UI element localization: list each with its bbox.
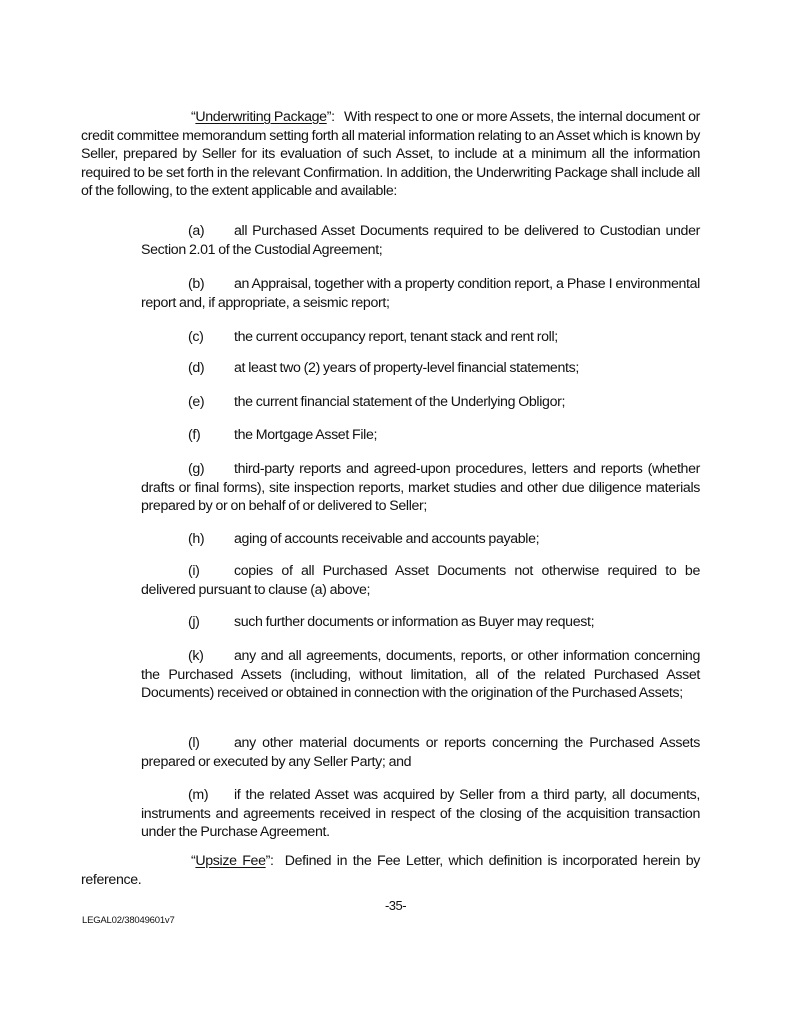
item-text: such further documents or information as Buyer may request; [234,614,595,630]
item-label: (e) [188,394,205,410]
item-label: (b) [188,276,205,292]
item-text: the current occupancy report, tenant stack and rent roll; [234,329,558,345]
item-text: all Purchased Asset Documents required to be delivered to Custodian under Section 2.01 of the Custodial Agreement; [141,223,700,258]
list-item [141,222,700,259]
open-quote: “ [191,109,196,125]
item-text: third-party reports and agreed-upon procedures, letters and reports (whether drafts or final forms), site inspection reports, market studies and other due diligence materials prepared by or on behalf of or delivered to Seller; [141,461,700,514]
list-item [141,647,700,703]
item-label: (k) [188,648,204,664]
list-item [141,328,700,347]
definition-body: With respect to one or more Assets, the internal document or credit committee memorandum setting forth all material information relating to an Asset which is known by Seller, prepared by Seller for its evaluation of such Asset, to include at a minimum all the information required to be set forth in the relevant Confirmation. In addition, the Underwriting Package shall include all of the following, to the extent applicable and available: [81,109,701,199]
definition-body: Defined in the Fee Letter, which definition is incorporated herein by reference. [81,853,701,888]
item-text: aging of accounts receivable and accounts payable; [234,531,540,547]
list-item [141,460,700,516]
close-quote: ”: [326,109,335,125]
item-label: (h) [188,531,205,547]
list-item [141,393,700,412]
item-label: (i) [188,563,200,579]
page-number: -35- [384,898,407,913]
item-label: (g) [188,461,205,477]
item-text: the Mortgage Asset File; [234,427,378,443]
item-text: the current financial statement of the Underlying Obligor; [234,394,566,410]
open-quote: “ [191,853,196,869]
item-label: (a) [188,223,205,239]
definition-underwriting-package [81,108,700,201]
list-item [141,426,700,445]
list-item [141,562,700,599]
item-text: at least two (2) years of property-level financial statements; [234,360,579,376]
item-label: (d) [188,360,205,376]
item-text: an Appraisal, together with a property condition report, a Phase I environmental report and, if appropriate, a seismic report; [141,276,700,311]
list-item [141,786,700,842]
item-text: any other material documents or reports concerning the Purchased Assets prepared or executed by any Seller Party; and [141,735,700,770]
definition-upsize-fee [81,852,700,889]
item-label: (l) [188,735,200,751]
item-label: (j) [188,614,200,630]
item-text: copies of all Purchased Asset Documents not otherwise required to be delivered pursuant to clause (a) above; [141,563,700,598]
list-item [141,359,700,378]
document-id: LEGAL02/38049601v7 [82,915,175,926]
defined-term: Upsize Fee [195,853,266,869]
list-item [141,613,700,632]
item-label: (c) [188,329,204,345]
close-quote: ”: [265,853,274,869]
item-label: (f) [188,427,201,443]
list-item [141,275,700,312]
item-text: if the related Asset was acquired by Seller from a third party, all documents, instruments and agreements received in respect of the closing of the acquisition transaction under the Purchase Agreement. [141,787,700,840]
item-text: any and all agreements, documents, reports, or other information concerning the Purchased Assets (including, without limitation, all of the related Purchased Asset Documents) received or obtained in connection with the origination of the Purchased Assets; [141,648,700,701]
list-item [141,734,700,771]
item-label: (m) [188,787,209,803]
list-item [141,530,700,549]
defined-term: Underwriting Package [195,109,327,125]
